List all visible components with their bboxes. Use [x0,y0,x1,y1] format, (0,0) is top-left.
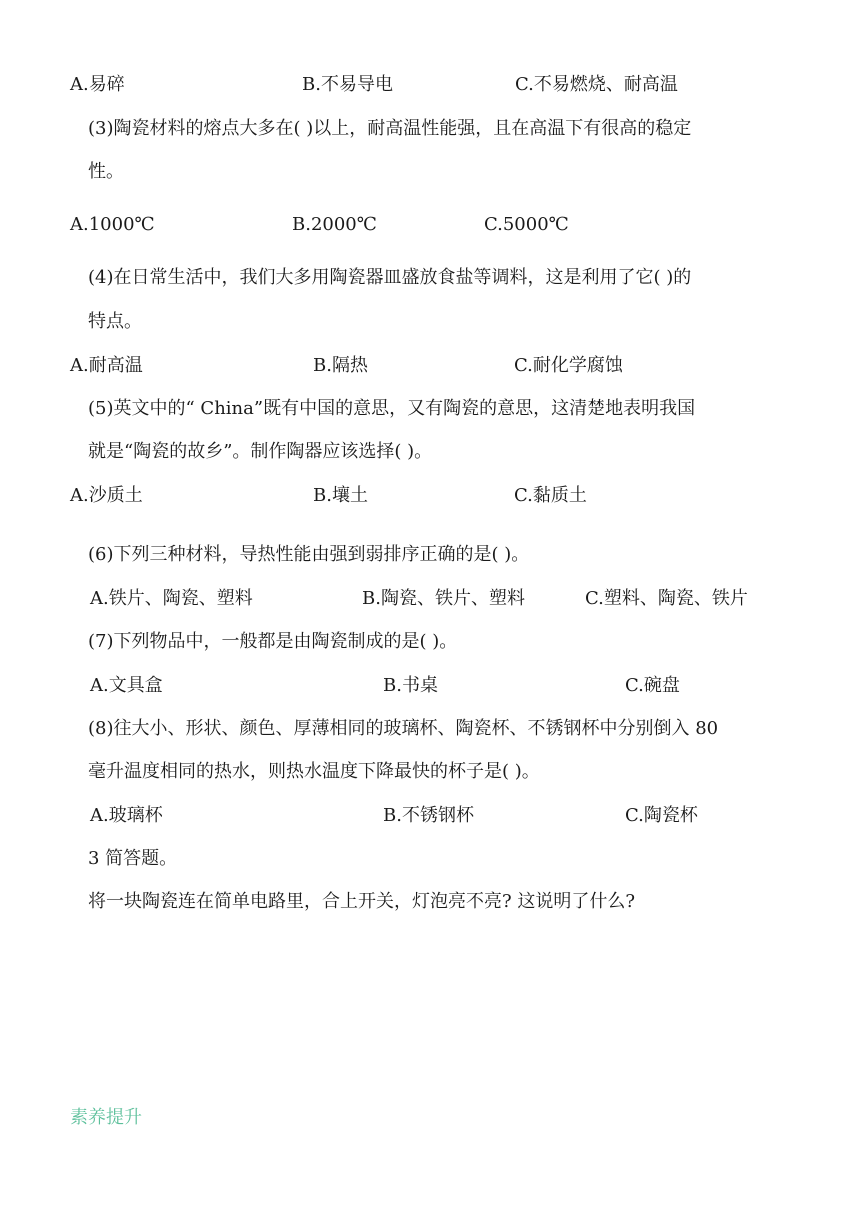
option-b: B.隔热 [313,355,368,376]
question-3: (3)陶瓷材料的熔点大多在( )以上，耐高温性能强，且在高温下有很高的稳定 [88,118,692,139]
option-a: A.沙质土 [70,485,143,506]
question-3-cont: 性。 [88,161,124,182]
question-8: (8)往大小、形状、颜色、厚薄相同的玻璃杯、陶瓷杯、不锈钢杯中分别倒入 80 [88,718,719,739]
option-a: A.耐高温 [70,355,143,376]
option-c: C.塑料、陶瓷、铁片 [585,588,748,609]
option-b: B.不易导电 [302,74,393,95]
option-a: A.铁片、陶瓷、塑料 [90,588,253,609]
option-b: B.2000℃ [292,214,377,235]
option-b: B.书桌 [383,675,438,696]
option-c: C.5000℃ [484,214,569,235]
option-c: C.耐化学腐蚀 [514,355,623,376]
option-a: A.玻璃杯 [90,805,163,826]
question-4-cont: 特点。 [88,311,142,332]
option-a: A.易碎 [70,74,125,95]
option-b: B.陶瓷、铁片、塑料 [362,588,525,609]
short-answer-question: 将一块陶瓷连在简单电路里，合上开关，灯泡亮不亮? 这说明了什么? [88,891,636,912]
option-c: C.陶瓷杯 [625,805,698,826]
option-b: B.壤土 [313,485,368,506]
question-5-cont: 就是“陶瓷的故乡”。制作陶器应该选择( )。 [88,441,433,462]
option-a: A.1000℃ [70,214,155,235]
question-6: (6)下列三种材料，导热性能由强到弱排序正确的是( )。 [88,544,530,565]
question-4: (4)在日常生活中，我们大多用陶瓷器皿盛放食盐等调料，这是利用了它( )的 [88,267,692,288]
question-5: (5)英文中的“ China”既有中国的意思，又有陶瓷的意思，这清楚地表明我国 [88,398,696,419]
question-8-cont: 毫升温度相同的热水，则热水温度下降最快的杯子是( )。 [88,761,540,782]
option-b: B.不锈钢杯 [383,805,474,826]
section-label: 素养提升 [70,1107,142,1128]
question-7: (7)下列物品中，一般都是由陶瓷制成的是( )。 [88,631,458,652]
option-c: C.不易燃烧、耐高温 [515,74,678,95]
option-a: A.文具盒 [90,675,163,696]
option-c: C.黏质土 [514,485,587,506]
section-heading: 3 简答题。 [88,848,178,869]
option-c: C.碗盘 [625,675,680,696]
